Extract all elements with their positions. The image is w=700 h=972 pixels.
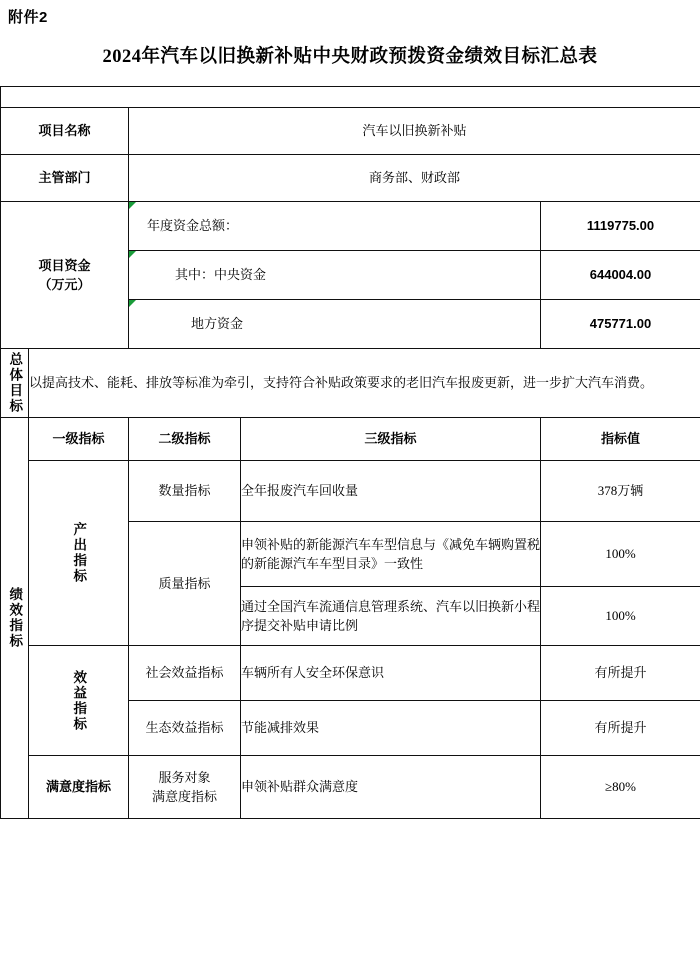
top-spacer-row xyxy=(1,87,700,108)
funds-item-0-value: 1119775.00 xyxy=(541,202,700,251)
overall-goal-label: 总体目标 xyxy=(7,352,23,414)
indicator-0-level2: 数量指标 xyxy=(129,461,241,522)
funds-item-2-value: 475771.00 xyxy=(541,300,700,349)
row-project-name xyxy=(1,108,700,155)
indicator-5-level2 xyxy=(129,756,241,819)
indicator-5-value: ≥80% xyxy=(541,756,700,819)
indicator-0-value: 378万辆 xyxy=(541,461,700,522)
group-satisfaction-label: 满意度指标 xyxy=(29,756,129,819)
funds-item-0-label: 年度资金总额： xyxy=(129,202,541,251)
row-department xyxy=(1,155,700,202)
indicator-3-level2: 社会效益指标 xyxy=(129,646,241,701)
funds-label-line2: （万元） xyxy=(38,277,91,292)
overall-goal-label-cell xyxy=(1,349,29,418)
table-row xyxy=(1,646,700,701)
row-funds-total xyxy=(1,202,700,251)
indicator-1-level3: 申领补贴的新能源汽车车型信息与《减免车辆购置税的新能源汽车车型目录》一致性 xyxy=(241,522,541,587)
attachment-label: 附件2 xyxy=(8,9,48,26)
indicator-5-level2-line2: 满意度指标 xyxy=(151,789,217,804)
table-row xyxy=(1,756,700,819)
indicator-5-level3: 申领补贴群众满意度 xyxy=(241,756,541,819)
group-output-label: 产出指标 xyxy=(71,522,87,584)
header-value: 指标值 xyxy=(541,418,700,461)
group-output-cell xyxy=(29,461,129,646)
indicator-4-value: 有所提升 xyxy=(541,701,700,756)
row-indicator-header xyxy=(1,418,700,461)
project-name-label: 项目名称 xyxy=(1,108,129,155)
indicator-3-value: 有所提升 xyxy=(541,646,700,701)
indicator-3-level3: 车辆所有人安全环保意识 xyxy=(241,646,541,701)
indicator-2-value: 100% xyxy=(541,587,700,646)
indicator-5-level2-line1: 服务对象 xyxy=(158,769,211,785)
funds-label xyxy=(1,202,129,349)
header-level2: 二级指标 xyxy=(129,418,241,461)
indicator-2-level3: 通过全国汽车流通信息管理系统、汽车以旧换新小程序提交补贴申请比例 xyxy=(241,587,541,646)
department-label: 主管部门 xyxy=(1,155,129,202)
department-value: 商务部、财政部 xyxy=(129,155,700,202)
page-title: 2024年汽车以旧换新补贴中央财政预拨资金绩效目标汇总表 xyxy=(102,47,598,67)
header-level3: 三级指标 xyxy=(241,418,541,461)
table-row xyxy=(1,461,700,522)
indicator-4-level3: 节能减排效果 xyxy=(241,701,541,756)
indicator-quality-level2: 质量指标 xyxy=(129,522,241,646)
row-overall-goal xyxy=(1,349,700,418)
funds-item-1-label: 其中：中央资金 xyxy=(129,251,541,300)
funds-label-line1: 项目资金 xyxy=(38,257,91,273)
header-level1: 一级指标 xyxy=(29,418,129,461)
overall-goal-text: 以提高技术、能耗、排放等标准为牵引，支持符合补贴政策要求的老旧汽车报废更新，进一步扩大汽车消费。 xyxy=(29,349,700,418)
group-benefit-cell xyxy=(29,646,129,756)
performance-label-cell xyxy=(1,418,29,819)
performance-label: 绩效指标 xyxy=(7,587,23,649)
project-name-value: 汽车以旧换新补贴 xyxy=(129,108,700,155)
indicator-1-value: 100% xyxy=(541,522,700,587)
funds-item-2-label: 地方资金 xyxy=(129,300,541,349)
indicator-0-level3: 全年报废汽车回收量 xyxy=(241,461,541,522)
indicator-4-level2: 生态效益指标 xyxy=(129,701,241,756)
group-benefit-label: 效益指标 xyxy=(71,669,87,732)
funds-item-1-value: 644004.00 xyxy=(541,251,700,300)
